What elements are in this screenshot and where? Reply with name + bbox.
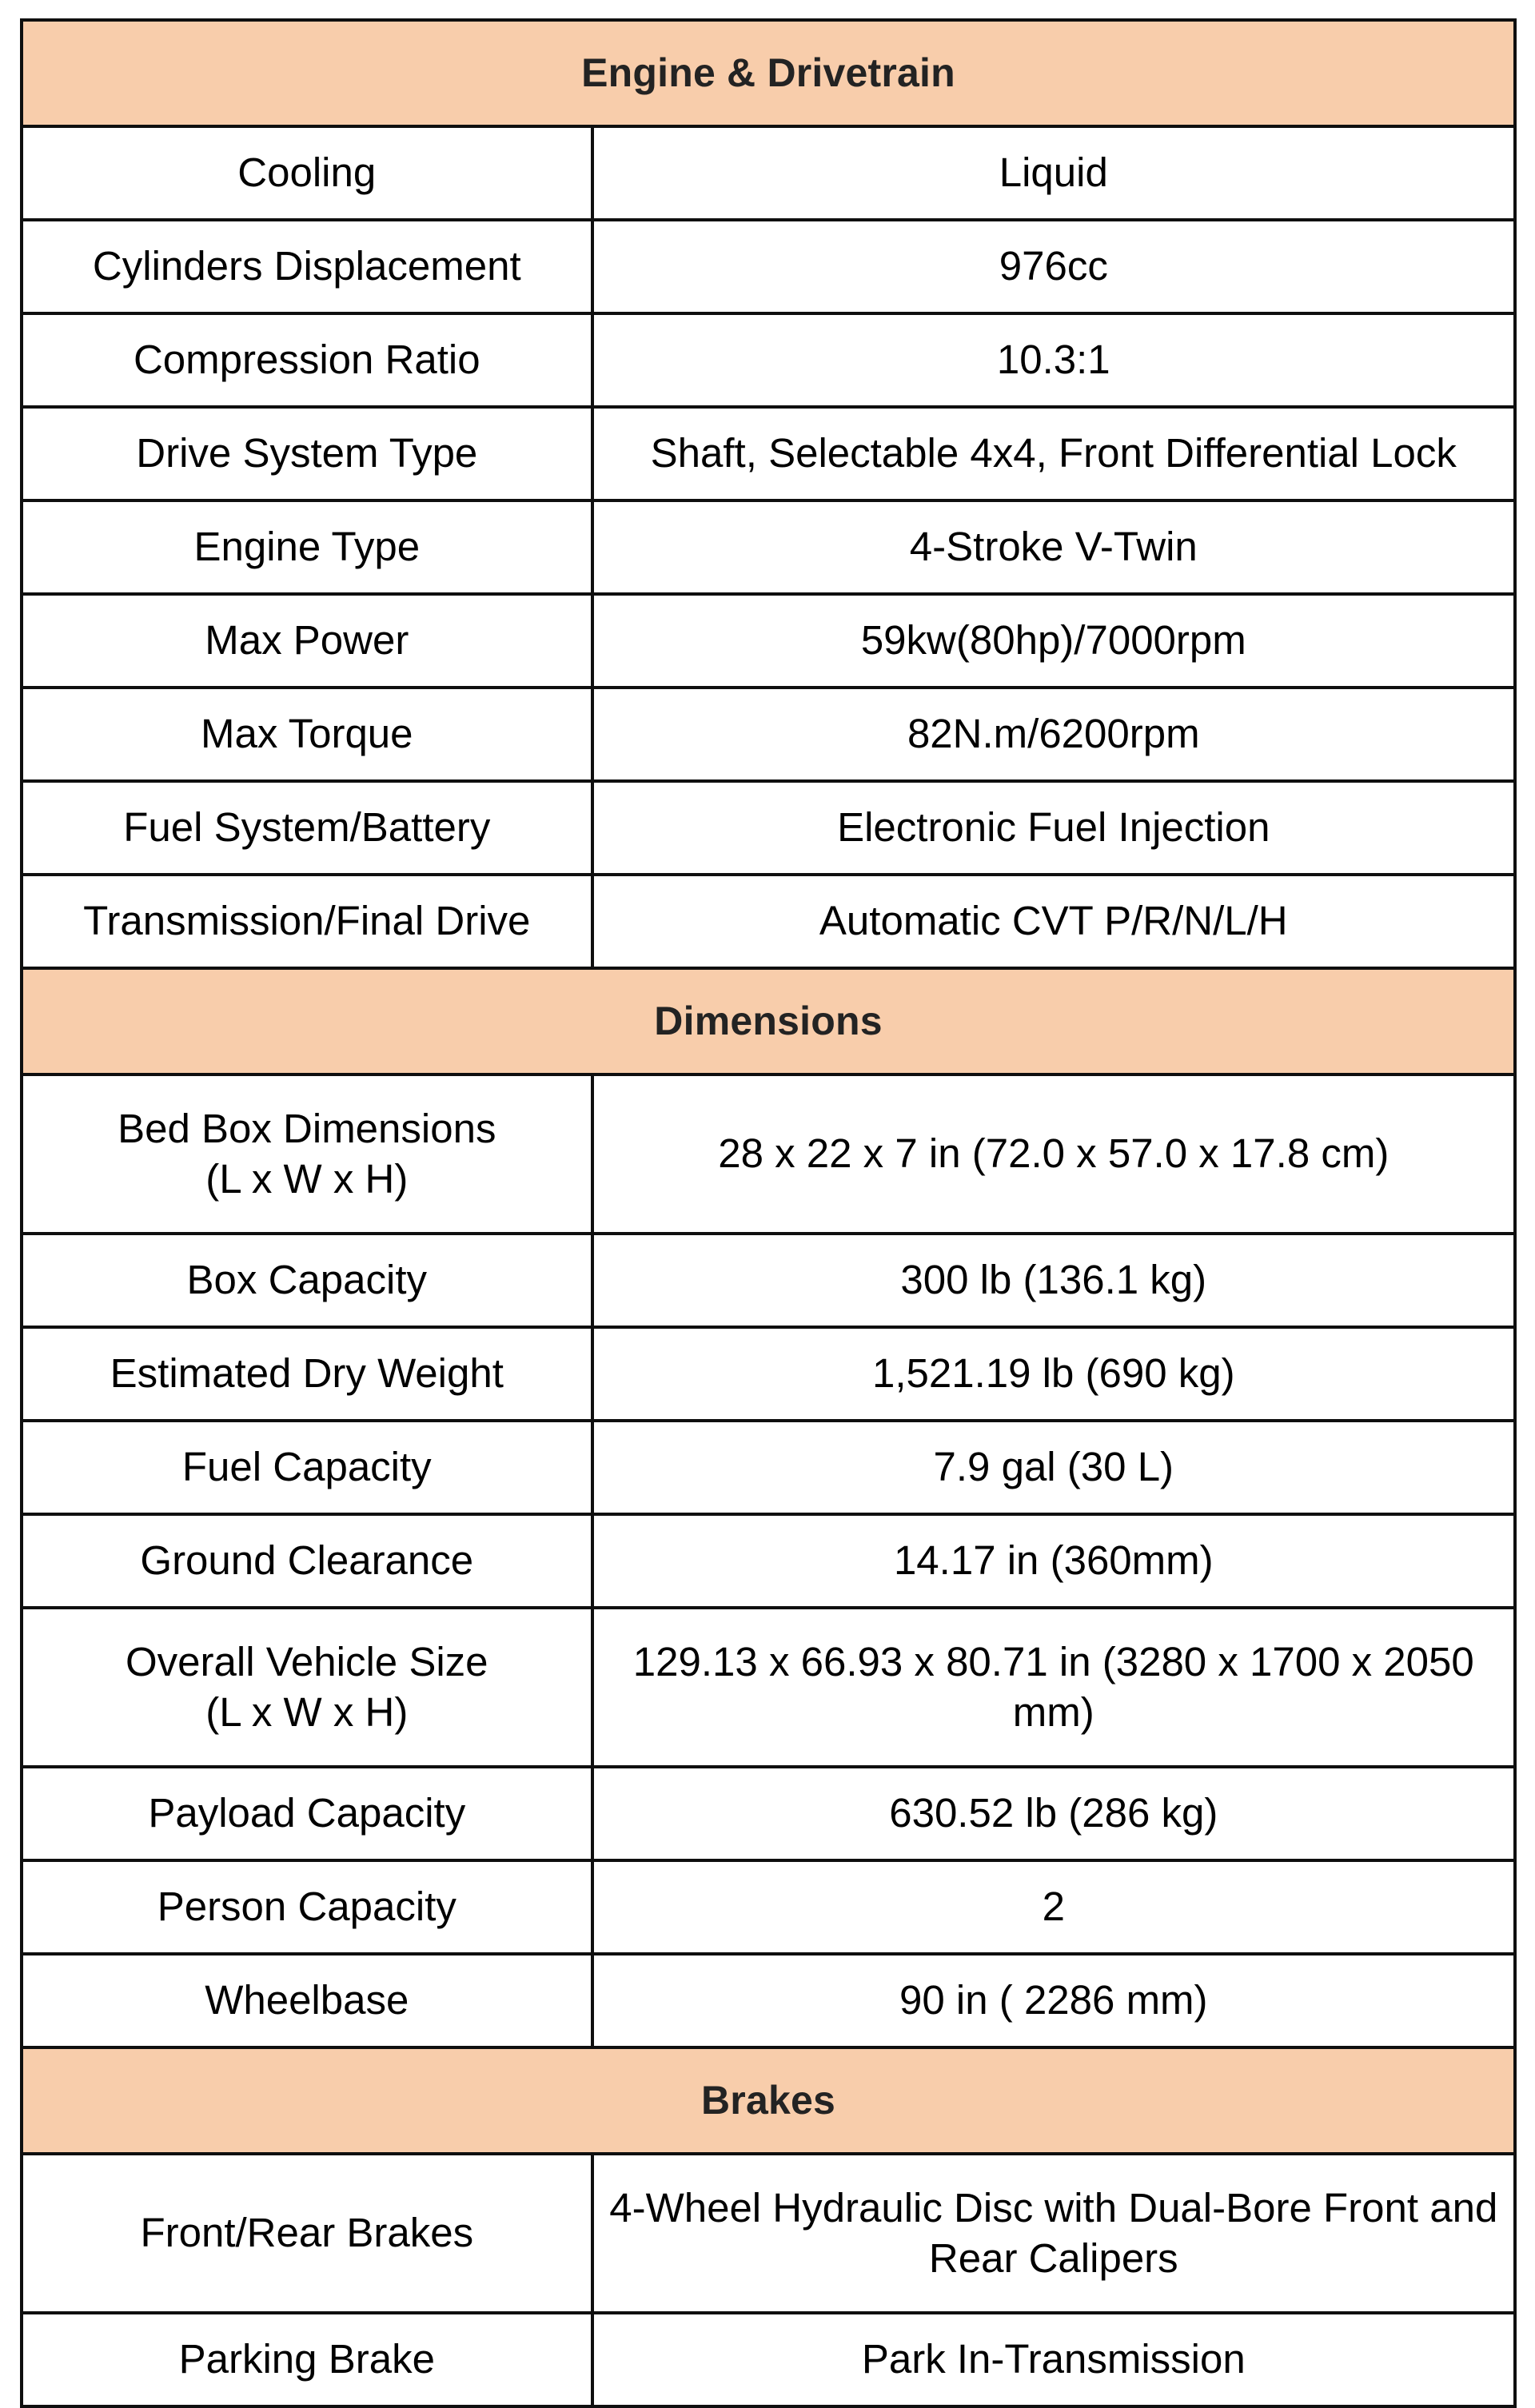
spec-label: Person Capacity (22, 1860, 592, 1954)
table-row (22, 1514, 1515, 1608)
spec-value: 14.17 in (360mm) (592, 1514, 1515, 1608)
spec-value: Park In-Transmission (592, 2313, 1515, 2406)
section-header-dimensions (22, 968, 1515, 1074)
spec-label: Fuel Capacity (22, 1421, 592, 1514)
spec-value: 90 in ( 2286 mm) (592, 1954, 1515, 2047)
spec-label (22, 1608, 592, 1767)
spec-label: Transmission/Final Drive (22, 875, 592, 968)
spec-label: Box Capacity (22, 1234, 592, 1327)
spec-label: Drive System Type (22, 407, 592, 500)
section-header-title: Engine & Drivetrain (581, 50, 955, 95)
table-row (22, 2313, 1515, 2406)
spec-label: Payload Capacity (22, 1767, 592, 1860)
table-row (22, 407, 1515, 500)
spec-label: Fuel System/Battery (22, 781, 592, 875)
table-row (22, 1327, 1515, 1421)
table-row (22, 1074, 1515, 1234)
spec-value: 10.3:1 (592, 313, 1515, 407)
spec-label-line-2: (L x W x H) (205, 1688, 409, 1735)
spec-label: Cylinders Displacement (22, 220, 592, 313)
table-row (22, 500, 1515, 594)
table-row (22, 1767, 1515, 1860)
table-row (22, 220, 1515, 313)
spec-value: 4-Wheel Hydraulic Disc with Dual-Bore Front and Rear Calipers (592, 2154, 1515, 2313)
table-row (22, 781, 1515, 875)
spec-label-line-2: (L x W x H) (205, 1155, 409, 1202)
spec-value: 2 (592, 1860, 1515, 1954)
spec-value: Automatic CVT P/R/N/L/H (592, 875, 1515, 968)
spec-value: Shaft, Selectable 4x4, Front Differential Lock (592, 407, 1515, 500)
section-header-title: Brakes (701, 2078, 835, 2123)
section-header-title: Dimensions (654, 999, 883, 1043)
specification-table-body (22, 20, 1515, 2406)
spec-label: Compression Ratio (22, 313, 592, 407)
table-row (22, 1608, 1515, 1767)
section-header-cell (22, 20, 1515, 126)
table-row (22, 1860, 1515, 1954)
spec-value: Liquid (592, 126, 1515, 220)
table-row (22, 313, 1515, 407)
spec-value: Electronic Fuel Injection (592, 781, 1515, 875)
spec-value: 129.13 x 66.93 x 80.71 in (3280 x 1700 x 2050 mm) (592, 1608, 1515, 1767)
section-header-cell (22, 2047, 1515, 2154)
specification-sheet (20, 18, 1517, 2408)
spec-label: Engine Type (22, 500, 592, 594)
spec-value: 82N.m/6200rpm (592, 688, 1515, 781)
spec-label: Ground Clearance (22, 1514, 592, 1608)
table-row (22, 594, 1515, 688)
spec-value: 1,521.19 lb (690 kg) (592, 1327, 1515, 1421)
spec-label-line-1: Overall Vehicle Size (126, 1639, 488, 1685)
spec-value: 28 x 22 x 7 in (72.0 x 57.0 x 17.8 cm) (592, 1074, 1515, 1234)
section-header-cell (22, 968, 1515, 1074)
table-row (22, 126, 1515, 220)
table-row (22, 1954, 1515, 2047)
spec-value: 630.52 lb (286 kg) (592, 1767, 1515, 1860)
spec-value: 59kw(80hp)/7000rpm (592, 594, 1515, 688)
table-row (22, 875, 1515, 968)
table-row (22, 1421, 1515, 1514)
spec-value: 976cc (592, 220, 1515, 313)
section-header-engine-drivetrain (22, 20, 1515, 126)
table-row (22, 1234, 1515, 1327)
spec-value: 4-Stroke V-Twin (592, 500, 1515, 594)
spec-label: Cooling (22, 126, 592, 220)
spec-label: Max Power (22, 594, 592, 688)
section-header-brakes (22, 2047, 1515, 2154)
spec-label: Estimated Dry Weight (22, 1327, 592, 1421)
table-row (22, 688, 1515, 781)
spec-label-line-1: Bed Box Dimensions (118, 1106, 496, 1152)
spec-value: 7.9 gal (30 L) (592, 1421, 1515, 1514)
spec-label: Max Torque (22, 688, 592, 781)
spec-label (22, 1074, 592, 1234)
spec-label: Front/Rear Brakes (22, 2154, 592, 2313)
spec-label: Wheelbase (22, 1954, 592, 2047)
specification-table (20, 18, 1517, 2408)
spec-label: Parking Brake (22, 2313, 592, 2406)
spec-value: 300 lb (136.1 kg) (592, 1234, 1515, 1327)
table-row (22, 2154, 1515, 2313)
